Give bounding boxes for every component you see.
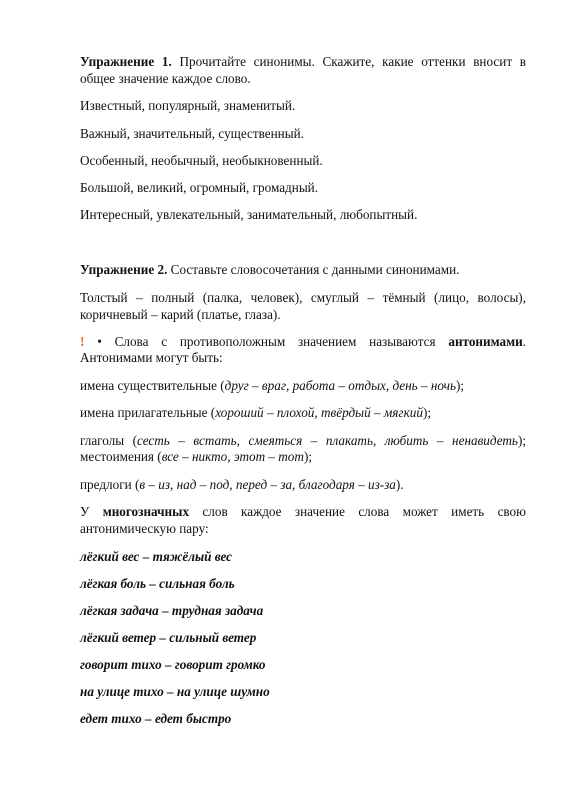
- exercise-1-line-2: общее значение каждое слово.: [80, 71, 251, 86]
- antonym-pair-2: лёгкая боль – сильная боль: [80, 576, 235, 591]
- exercise-2-heading: [80, 262, 526, 279]
- exclamation-icon: !: [80, 334, 85, 349]
- pos-nouns-close: );: [455, 378, 465, 393]
- polysemy-before: У: [80, 504, 90, 519]
- rule-line-2: Антонимами могут быть:: [80, 350, 223, 365]
- pos-prepositions: [80, 477, 526, 494]
- pos-verbs-close: );: [517, 433, 526, 448]
- rule-term: антонимами: [448, 334, 523, 349]
- antonym-pair-4: лёгкий ветер – сильный ветер: [80, 630, 257, 645]
- rule-text-after: .: [522, 334, 526, 349]
- polysemy-line-1: [80, 504, 526, 521]
- exercise-2-line-1: Толстый – полный (палка, человек), смуглый – тёмный (лицо, волосы),: [80, 290, 526, 305]
- rule-line-1: [80, 334, 526, 351]
- antonym-pair-7: едет тихо – едет быстро: [80, 711, 232, 726]
- exercise-2-label: Упражнение 2.: [80, 262, 168, 277]
- antonym-pair-1: лёгкий вес – тяжёлый вес: [80, 549, 233, 564]
- pos-nouns-label: имена существительные (: [80, 378, 225, 393]
- polysemy-term: многозначных: [102, 504, 190, 519]
- pos-prep-examples: в – из, над – под, перед – за, благодаря – из-за: [139, 477, 396, 492]
- antonym-pair-3: лёгкая задача – трудная задача: [80, 603, 264, 618]
- exercise-2-task: Составьте словосочетания с данными синонимами.: [170, 262, 460, 277]
- antonym-pair-5: говорит тихо – говорит громко: [80, 657, 266, 672]
- exercise-1-task: Прочитайте синонимы. Скажите, какие оттенки вносит в: [179, 54, 527, 69]
- synonym-row-3: Особенный, необычный, необыкновенный.: [80, 153, 323, 168]
- synonym-row-2: Важный, значительный, существенный.: [80, 126, 304, 141]
- pos-prep-label: предлоги (: [80, 477, 140, 492]
- pos-prep-close: ).: [395, 477, 404, 492]
- pos-verbs: [80, 433, 526, 450]
- pos-pronouns: [80, 449, 526, 466]
- pos-pron-label: местоимения (: [80, 449, 162, 464]
- pos-verbs-examples: сесть – встать, смеяться – плакать, любить – ненавидеть: [137, 433, 518, 448]
- exercise-2-line-2: коричневый – карий (платье, глаза).: [80, 307, 281, 322]
- pos-adjectives: [80, 405, 526, 422]
- pos-adj-examples: хороший – плохой, твёрдый – мягкий: [215, 405, 423, 420]
- pos-nouns: [80, 378, 526, 395]
- synonym-row-4: Большой, великий, огромный, громадный.: [80, 180, 319, 195]
- synonym-row-1: Известный, популярный, знаменитый.: [80, 98, 296, 113]
- pos-nouns-examples: друг – враг, работа – отдых, день – ночь: [224, 378, 456, 393]
- polysemy-after: слов каждое значение слова может иметь свою: [202, 504, 527, 519]
- pos-adj-label: имена прилагательные (: [80, 405, 216, 420]
- exercise-1-label: Упражнение 1.: [80, 54, 172, 69]
- pos-pron-close: );: [303, 449, 312, 464]
- pos-adj-close: );: [422, 405, 431, 420]
- pos-pron-examples: все – никто, этот – тот: [161, 449, 304, 464]
- rule-text-before: • Слова с противоположным значением называются: [97, 334, 436, 349]
- exercise-1-line-1: [80, 54, 526, 71]
- antonym-pair-6: на улице тихо – на улице шумно: [80, 684, 270, 699]
- synonym-row-5: Интересный, увлекательный, занимательный, любопытный.: [80, 207, 418, 222]
- pos-verbs-label: глаголы (: [80, 433, 138, 448]
- polysemy-line-2: антонимическую пару:: [80, 521, 209, 536]
